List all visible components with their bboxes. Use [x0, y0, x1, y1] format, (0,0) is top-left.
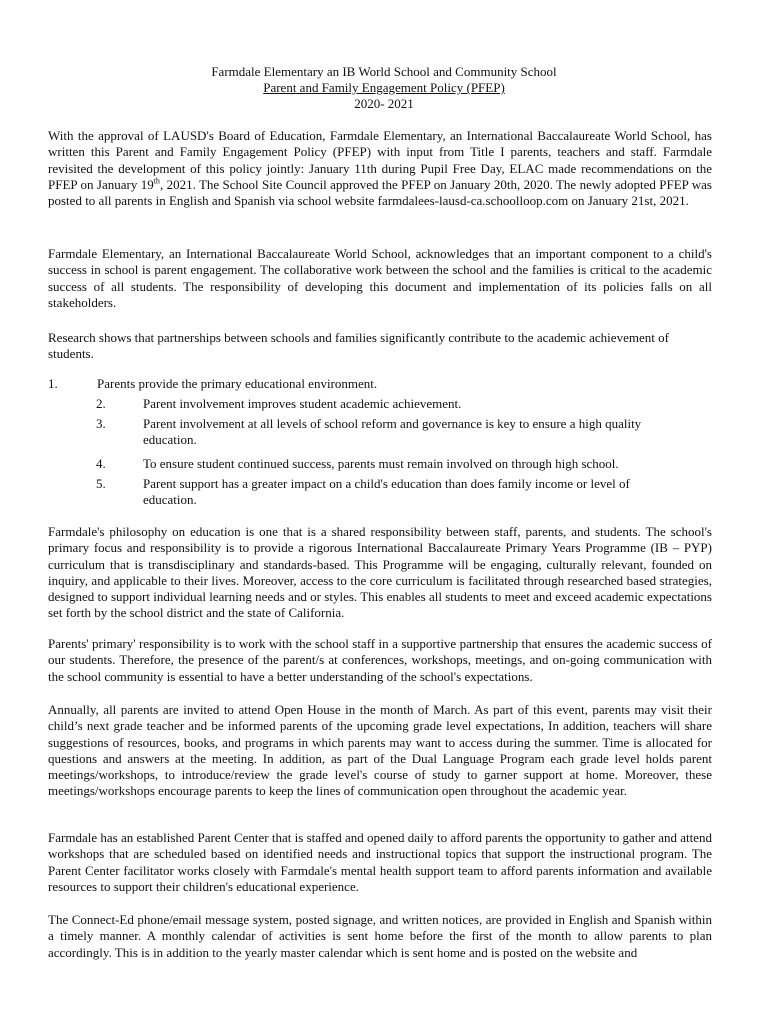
list-number: 5. — [96, 476, 106, 491]
philosophy-paragraph: Farmdale's philosophy on education is one that is a shared responsibility between staff, parents, and students. The school's primary focus and responsibility is to provide a rigorous International Baccalaureate Primary Years Programme (IB – PYP) curriculum that is transdisciplinary and standards-based. This Programme will be engaging, culturally relevant, founded on inquiry, and applicable to their lives. Moreover, access to the core curriculum is facilitated through researched based strategies, designed to support individual learning needs and or styles. This enables all students to meet and exceed academic expectations set forth by the school district and the state of California. — [48, 524, 712, 621]
list-number: 1. — [48, 376, 58, 391]
list-number: 2. — [96, 396, 106, 411]
intro-paragraph — [48, 128, 712, 209]
open-house-paragraph: Annually, all parents are invited to attend Open House in the month of March. As part of this event, parents may visit their child’s next grade teacher and be informed parents of the upcoming grade level expectations, In addition, teachers will share suggestions of resources, books, and programs in which parents may want to access during the summer. Time is allocated for questions and answers at the meeting. In addition, as part of the Dual Language Program each grade level holds parent meetings/workshops, to introduce/review the grade level's course of study to garner support at home. Moreover, these meetings/workshops encourage parents to keep the lines of communication open throughout the academic year. — [48, 702, 712, 799]
school-title: Farmdale Elementary an IB World School and Community School — [211, 64, 557, 79]
list-text: To ensure student continued success, parents must remain involved on through high school. — [143, 456, 619, 471]
engagement-paragraph: Farmdale Elementary, an International Baccalaureate World School, acknowledges that an important component to a child's success in school is parent engagement. The collaborative work between the school and the families is critical to the academic success of all students. The responsibility of developing this document and implementation of its policies falls on all stakeholders. — [48, 246, 712, 310]
list-text: Parents provide the primary educational environment. — [97, 376, 378, 391]
ordinal-superscript: th — [153, 176, 160, 186]
parents-responsibility-paragraph: Parents' primary' responsibility is to work with the school staff in a supportive partnership that ensures the academic success of our students. Therefore, the presence of the parent/s at conferences, workshops, meetings, and on-going communication with the school community is essential to have a better understanding of the school's expectations. — [48, 636, 712, 684]
list-text: Parent support has a greater impact on a child's education than does family income or level of education. — [143, 476, 630, 508]
parent-center-paragraph: Farmdale has an established Parent Center that is staffed and opened daily to afford parents the opportunity to gather and attend workshops that are scheduled based on identified needs and instructional topics that support the instructional program. The Parent Center facilitator works closely with Farmdale's mental health support team to afford parents information and available resources to support their children's educational experience. — [48, 830, 712, 894]
list-text: Parent involvement improves student academic achievement. — [143, 396, 462, 411]
policy-title: Parent and Family Engagement Policy (PFEP) — [263, 80, 505, 95]
school-year: 2020- 2021 — [354, 96, 414, 111]
research-paragraph: Research shows that partnerships between schools and families significantly contribute to the academic achievement of students. — [48, 330, 669, 362]
list-number: 4. — [96, 456, 106, 471]
list-number: 3. — [96, 416, 106, 431]
communication-paragraph: The Connect-Ed phone/email message system, posted signage, and written notices, are provided in English and Spanish within a timely manner. A monthly calendar of activities is sent home before the first of the month to allow parents to plan accordingly. This is in addition to the yearly master calendar which is sent home and is posted on the website and — [48, 912, 712, 960]
intro-text-end: , 2021. The School Site Council approved the PFEP on January 20th, 2020. The newly adopted PFEP was posted to all parents in English and Spanish via school website farmdalees-lausd-ca.schoolloop.com on January 21st, 2021. — [48, 176, 712, 209]
document-header — [0, 64, 768, 112]
intro-text-start: With the approval of LAUSD's Board of Education, Farmdale Elementary, an International Baccalaureate World School, has written this Parent and Family Engagement Policy (PFEP) with input from Title I parents, teachers and staff. Farmdale revisited the development of this policy jointly: January 11th during Pupil Free Day, ELAC made recommendations on the PFEP on January 19 — [48, 128, 712, 192]
list-text: Parent involvement at all levels of school reform and governance is key to ensure a high quality education. — [143, 416, 642, 448]
